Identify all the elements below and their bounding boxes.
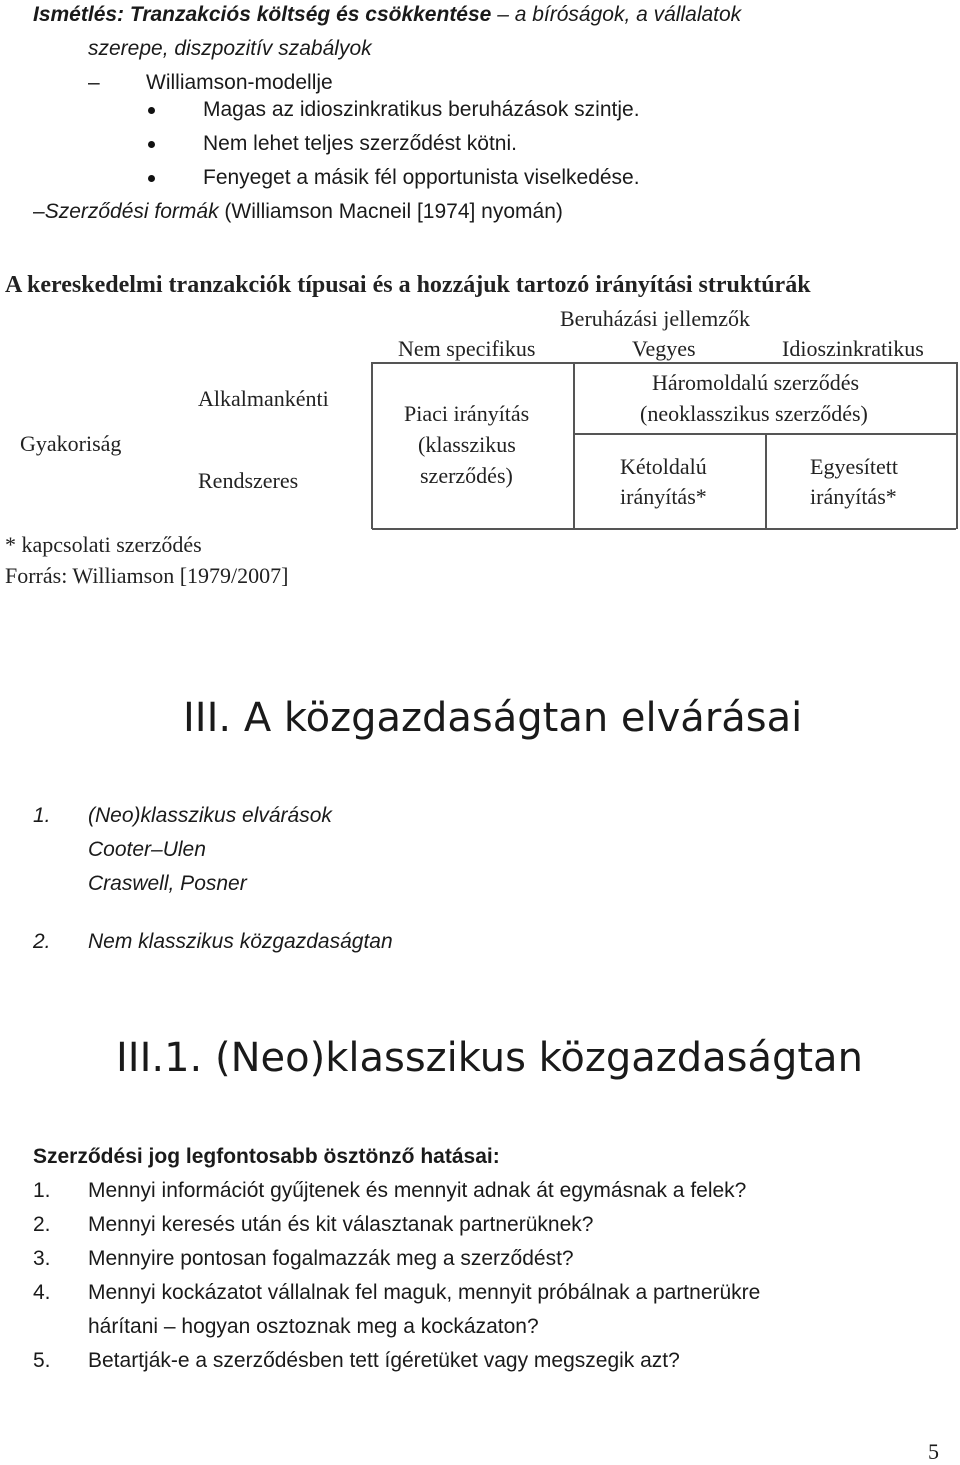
section-3-1-heading: III.1. (Neo)klasszikus közgazdaságtan <box>116 1035 863 1081</box>
dash-item-2 <box>33 199 563 225</box>
cell-market-line-1: Piaci irányítás <box>404 401 530 426</box>
cell-bilateral-line-1: Kétoldalú <box>620 454 707 479</box>
cell-market-line-3: szerződés) <box>420 463 513 488</box>
row-rendszeres: Rendszeres <box>198 468 299 493</box>
list-item-number: 3. <box>33 1247 51 1270</box>
table-mid-line <box>573 433 956 435</box>
section-3-1-subheading: Szerződési jog legfontosabb ösztönző hatásai: <box>33 1145 500 1168</box>
section-3-item-1-sub-1: Cooter–Ulen <box>88 838 206 861</box>
row-group-label: Gyakoriság <box>20 431 122 456</box>
col-idioszinkratikus: Idioszinkratikus <box>782 336 924 361</box>
cell-bilateral-line-2: irányítás* <box>620 484 707 509</box>
dash-item-2-italic: Szerződési formák <box>44 200 219 223</box>
cell-unified-line-2: irányítás* <box>810 484 897 509</box>
cell-trilateral-line-2: (neoklasszikus szerződés) <box>640 401 868 426</box>
list-item: Mennyi kockázatot vállalnak fel maguk, mennyit próbálnak a partnerükre <box>88 1281 761 1304</box>
figure-title: A kereskedelmi tranzakciók típusai és a hozzájuk tartozó irányítási struktúrák <box>5 272 811 298</box>
list-item-continuation: hárítani – hogyan osztoznak meg a kockázaton? <box>88 1315 539 1338</box>
section-3-heading: III. A közgazdaságtan elvárásai <box>183 695 803 741</box>
intro-line-1 <box>33 2 741 28</box>
dash-item-2-rest: (Williamson Macneil [1974] nyomán) <box>218 200 563 223</box>
page-number: 5 <box>928 1439 939 1464</box>
dash-marker: – <box>88 71 100 94</box>
bullet-icon <box>148 107 155 114</box>
list-item-number: 2. <box>33 1213 51 1236</box>
list-item: Mennyire pontosan fogalmazzák meg a szerződést? <box>88 1247 574 1270</box>
table-divider-line <box>765 434 767 529</box>
bullet-item-3: Fenyeget a másik fél opportunista viselkedése. <box>203 166 640 189</box>
table-left-line <box>371 362 373 529</box>
cell-trilateral-line-1: Háromoldalú szerződés <box>652 370 860 395</box>
figure-source: Forrás: Williamson [1979/2007] <box>5 563 289 588</box>
section-3-item-2: Nem klasszikus közgazdaságtan <box>88 930 393 953</box>
bullet-icon <box>148 175 155 182</box>
section-3-item-2-number: 2. <box>33 930 51 953</box>
section-3-item-1-number: 1. <box>33 804 51 827</box>
col-group-label: Beruházási jellemzők <box>560 306 750 331</box>
intro-bold-title: Ismétlés: Tranzakciós költség és csökkentése <box>33 3 492 26</box>
cell-market-line-2: (klasszikus <box>418 432 516 457</box>
intro-line-2: szerepe, diszpozitív szabályok <box>88 37 372 60</box>
section-3-item-1-sub-2: Craswell, Posner <box>88 872 247 895</box>
list-item: Betartják-e a szerződésben tett ígéretüket vagy megszegik azt? <box>88 1349 680 1372</box>
table-top-line <box>372 362 956 364</box>
table-right-line <box>956 362 958 529</box>
list-item: Mennyi keresés után és kit választanak partnerüknek? <box>88 1213 594 1236</box>
list-item-number: 1. <box>33 1179 51 1202</box>
list-item-number: 5. <box>33 1349 51 1372</box>
list-item: Mennyi információt gyűjtenek és mennyit adnak át egymásnak a felek? <box>88 1179 747 1202</box>
table-bottom-line <box>372 528 956 530</box>
table-divider-line <box>573 362 575 529</box>
cell-unified-line-1: Egyesített <box>810 454 898 479</box>
dash-item-williamson: Williamson-modellje <box>146 71 333 94</box>
intro-line-1-rest: – a bíróságok, a vállalatok <box>491 3 742 26</box>
list-item-number: 4. <box>33 1281 51 1304</box>
bullet-icon <box>148 141 155 148</box>
bullet-item-1: Magas az idioszinkratikus beruházások szintje. <box>203 98 640 121</box>
figure-footnote: * kapcsolati szerződés <box>5 532 202 557</box>
col-vegyes: Vegyes <box>632 336 696 361</box>
section-3-item-1: (Neo)klasszikus elvárások <box>88 804 332 827</box>
bullet-item-2: Nem lehet teljes szerződést kötni. <box>203 132 517 155</box>
col-nem-specifikus: Nem specifikus <box>398 336 536 361</box>
dash-marker: – <box>33 200 45 223</box>
row-alkalmankenti: Alkalmankénti <box>198 386 329 411</box>
